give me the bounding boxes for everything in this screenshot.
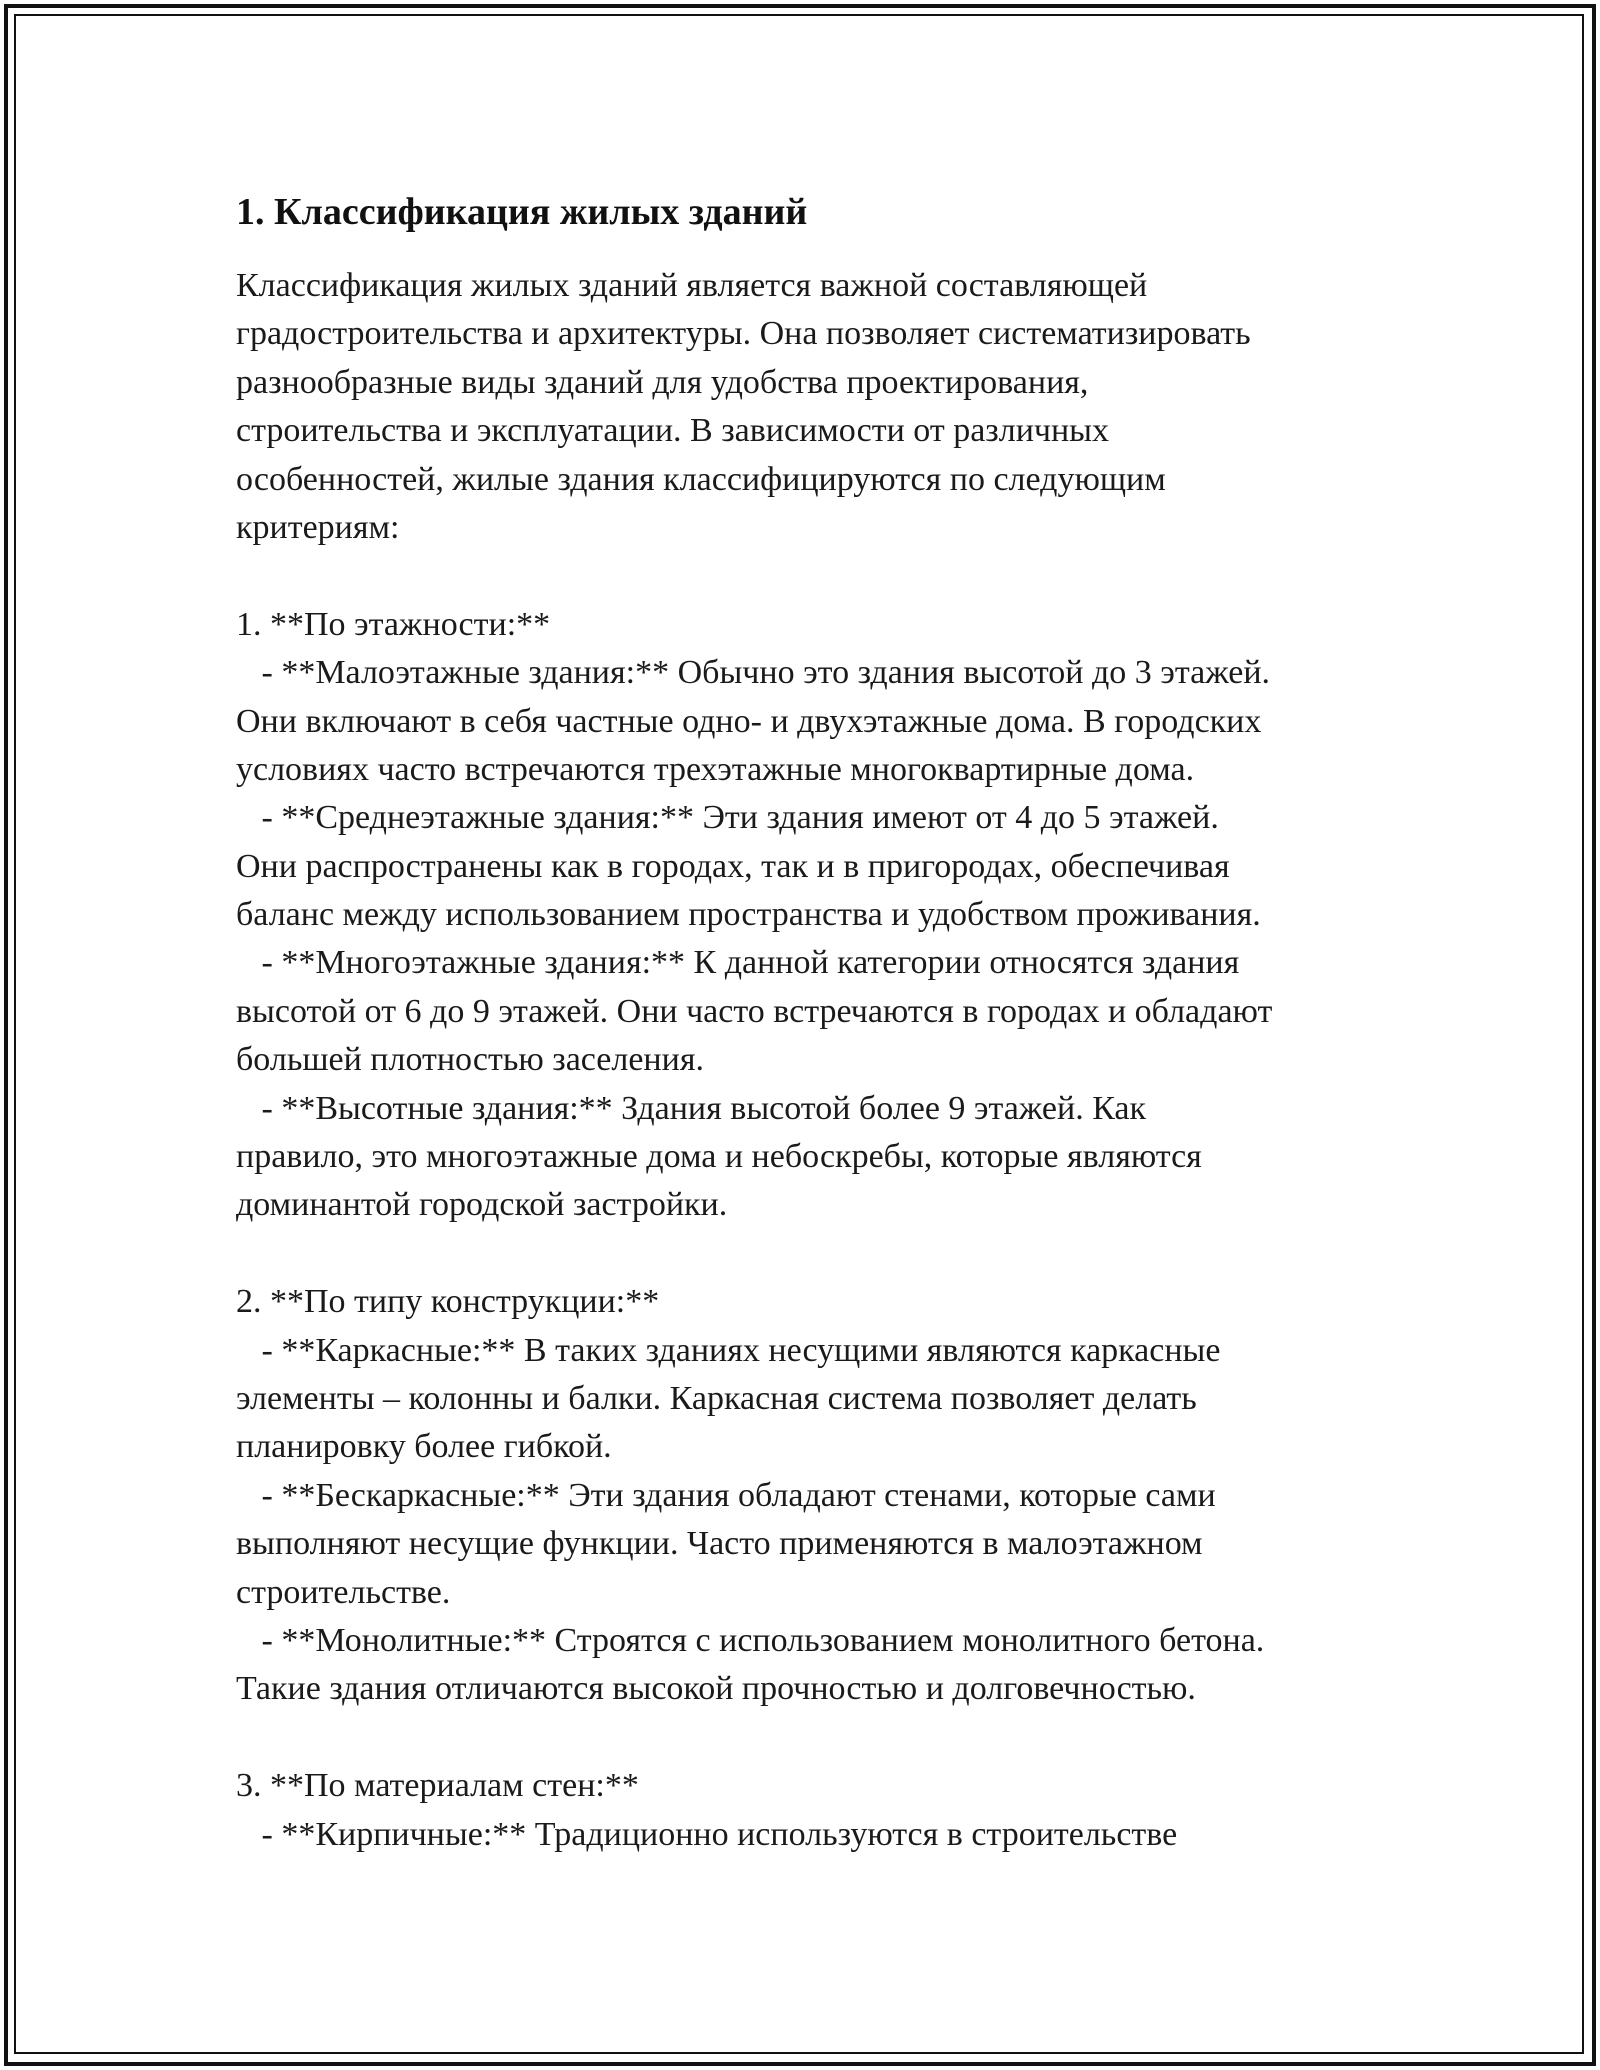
text-line: планировку более гибкой. bbox=[236, 1428, 612, 1466]
text-line: баланс между использованием пространства и удобством проживания. bbox=[236, 896, 1261, 934]
section-heading: 1. Классификация жилых зданий bbox=[236, 191, 808, 233]
text-line: доминантой городской застройки. bbox=[236, 1186, 728, 1224]
text-line: строительства и эксплуатации. В зависимости от различных bbox=[236, 412, 1110, 450]
intro-paragraph bbox=[236, 262, 1396, 552]
text-line: критериям: bbox=[236, 508, 400, 546]
document-body bbox=[236, 188, 1396, 1859]
text-line: особенностей, жилые здания классифицируются по следующим bbox=[236, 460, 1166, 498]
text-line: высотой от 6 до 9 этажей. Они часто встречаются в городах и обладают bbox=[236, 992, 1273, 1030]
text-line: - **Среднеэтажные здания:** Эти здания имеют от 4 до 5 этажей. bbox=[236, 799, 1219, 837]
text-line: Такие здания отличаются высокой прочностью и долговечностью. bbox=[236, 1670, 1196, 1708]
text-line: Они включают в себя частные одно- и двухэтажные дома. В городских bbox=[236, 702, 1262, 740]
text-line: - **Бескаркасные:** Эти здания обладают стенами, которые сами bbox=[236, 1476, 1216, 1514]
list-section-floors bbox=[236, 601, 1396, 1230]
paragraph-spacer bbox=[236, 1714, 1396, 1762]
text-line: 3. **По материалам стен:** bbox=[236, 1767, 639, 1805]
text-line: большей плотностью заселения. bbox=[236, 1041, 704, 1079]
paragraph-spacer bbox=[236, 1230, 1396, 1278]
text-line: элементы – колонны и балки. Каркасная система позволяет делать bbox=[236, 1379, 1197, 1417]
text-line: - **Многоэтажные здания:** К данной категории относятся здания bbox=[236, 944, 1240, 982]
paragraph-spacer bbox=[236, 552, 1396, 600]
list-section-materials bbox=[236, 1762, 1396, 1859]
text-line: строительстве. bbox=[236, 1573, 451, 1611]
text-line: разнообразные виды зданий для удобства проектирования, bbox=[236, 363, 1089, 401]
text-line: условиях часто встречаются трехэтажные многоквартирные дома. bbox=[236, 750, 1195, 788]
text-line: 2. **По типу конструкции:** bbox=[236, 1283, 660, 1321]
text-line: - **Высотные здания:** Здания высотой более 9 этажей. Как bbox=[236, 1089, 1147, 1127]
text-line: - **Кирпичные:** Традиционно используются в строительстве bbox=[236, 1815, 1178, 1853]
list-section-construction bbox=[236, 1278, 1396, 1714]
text-line: Классификация жилых зданий является важной составляющей bbox=[236, 267, 1148, 304]
text-line: - **Монолитные:** Строятся с использованием монолитного бетона. bbox=[236, 1621, 1265, 1659]
text-line: - **Каркасные:** В таких зданиях несущими являются каркасные bbox=[236, 1331, 1221, 1369]
text-line: правило, это многоэтажные дома и небоскребы, которые являются bbox=[236, 1138, 1202, 1176]
text-line: 1. **По этажности:** bbox=[236, 605, 551, 643]
text-line: градостроительства и архитектуры. Она позволяет систематизировать bbox=[236, 315, 1251, 353]
text-line: - **Малоэтажные здания:** Обычно это здания высотой до 3 этажей. bbox=[236, 654, 1271, 692]
text-line: выполняют несущие функции. Часто применяются в малоэтажном bbox=[236, 1525, 1203, 1563]
text-line: Они распространены как в городах, так и в пригородах, обеспечивая bbox=[236, 847, 1230, 885]
